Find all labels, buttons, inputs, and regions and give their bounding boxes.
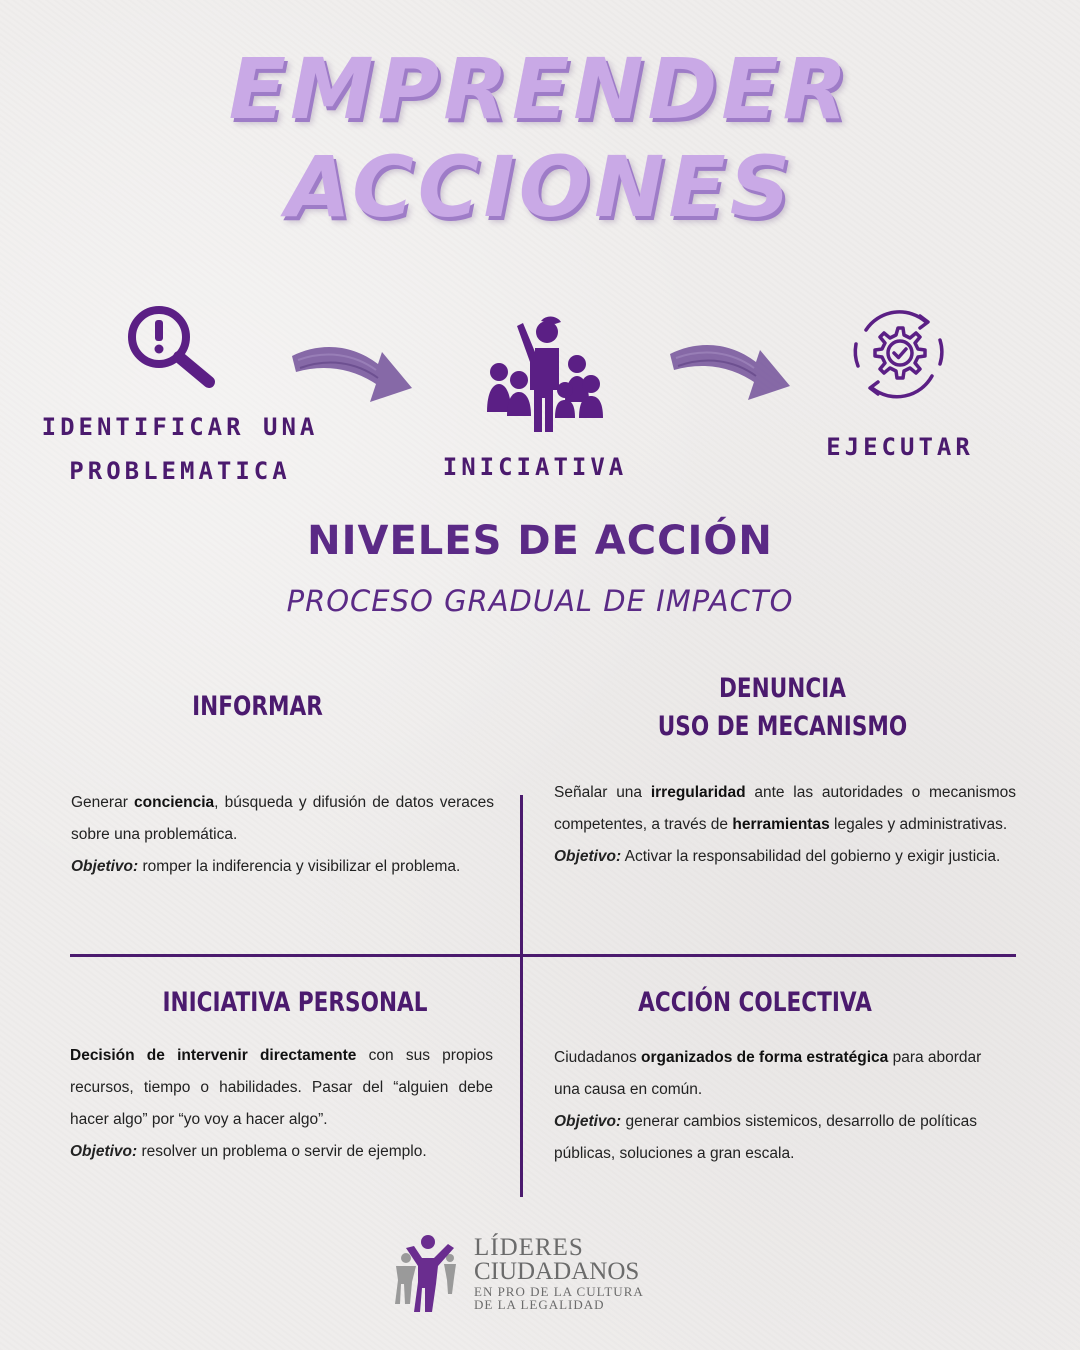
step-identificar-line1: IDENTIFICAR UNA — [41, 413, 319, 441]
horizontal-divider — [70, 954, 1016, 957]
gear-cycle-check-icon — [846, 304, 950, 404]
logo-line-3: EN PRO DE LA CULTURA — [474, 1284, 644, 1299]
text-span: para abordar una causa en común. — [554, 1049, 982, 1098]
section-title: NIVELES DE ACCIÓN — [307, 518, 773, 564]
text-bold: Decisión de intervenir directamente — [70, 1047, 357, 1064]
lideres-ciudadanos-logo-icon — [392, 1232, 474, 1314]
text-span: legales y administrativas. — [829, 816, 1008, 833]
step-iniciativa-label: INICIATIVA — [442, 453, 628, 481]
quadrant-colectiva-title: ACCIÓN COLECTIVA — [638, 987, 872, 1018]
logo-line-1: LÍDERES — [474, 1234, 584, 1261]
magnifier-exclamation-icon — [125, 303, 220, 391]
quadrant-colectiva-body — [554, 1042, 1002, 1170]
quadrant-denuncia-title — [605, 670, 961, 746]
step-identificar-line2: PROBLEMATICA — [69, 457, 291, 485]
quadrant-denuncia-title-line2: USO DE MECANISMO — [657, 711, 908, 742]
text-bold: conciencia — [134, 794, 215, 811]
text-bold: irregularidad — [650, 784, 746, 801]
objective-label: Objetivo: — [71, 858, 139, 875]
quadrant-denuncia-body — [554, 777, 1016, 873]
text-span: Ciudadanos — [554, 1049, 642, 1066]
objective-text: generar cambios sistemicos, desarrollo de políticas públicas, soluciones a gran escala. — [554, 1113, 977, 1162]
logo-line-4: DE LA LEGALIDAD — [474, 1297, 605, 1312]
quadrant-iniciativa-title: INICIATIVA PERSONAL — [162, 987, 428, 1018]
text-bold: herramientas — [732, 816, 830, 833]
objective-text: romper la indiferencia y visibilizar el problema. — [138, 858, 461, 875]
objective-label: Objetivo: — [70, 1143, 138, 1160]
text-span: con sus propios recursos, tiempo o habilidades. Pasar del “alguien debe hacer algo” por “yo voy a hacer algo”. — [70, 1047, 493, 1128]
text-bold: organizados de forma estratégica — [641, 1049, 889, 1066]
quadrant-denuncia-title-line1: DENUNCIA — [719, 673, 846, 704]
group-raised-hand-icon — [485, 312, 605, 434]
section-subtitle: PROCESO GRADUAL DE IMPACTO — [286, 584, 794, 618]
text-span: Señalar una — [554, 784, 651, 801]
brush-arrow-icon — [290, 338, 415, 408]
objective-label: Objetivo: — [554, 1113, 622, 1130]
quadrant-informar-body — [71, 787, 494, 883]
text-span: Generar — [71, 794, 135, 811]
logo-line-2: CIUDADANOS — [474, 1258, 640, 1285]
text-span: , búsqueda y difusión de datos veraces sobre una problemática. — [71, 794, 495, 843]
brush-arrow-icon — [668, 336, 793, 406]
step-ejecutar-label: EJECUTAR — [826, 433, 974, 461]
objective-text: resolver un problema o servir de ejemplo. — [137, 1143, 427, 1160]
quadrant-iniciativa-body — [70, 1040, 493, 1168]
title-line-1: EMPRENDER — [228, 40, 852, 138]
vertical-divider — [520, 795, 523, 1197]
step-identificar-label — [40, 405, 320, 493]
objective-text: Activar la responsabilidad del gobierno y exigir justicia. — [621, 848, 1001, 865]
title-line-2: ACCIONES — [285, 138, 795, 236]
objective-label: Objetivo: — [554, 848, 622, 865]
text-span: ante las autoridades o mecanismos competentes, a través de — [554, 784, 1017, 833]
quadrant-informar-title: INFORMAR — [192, 691, 323, 722]
